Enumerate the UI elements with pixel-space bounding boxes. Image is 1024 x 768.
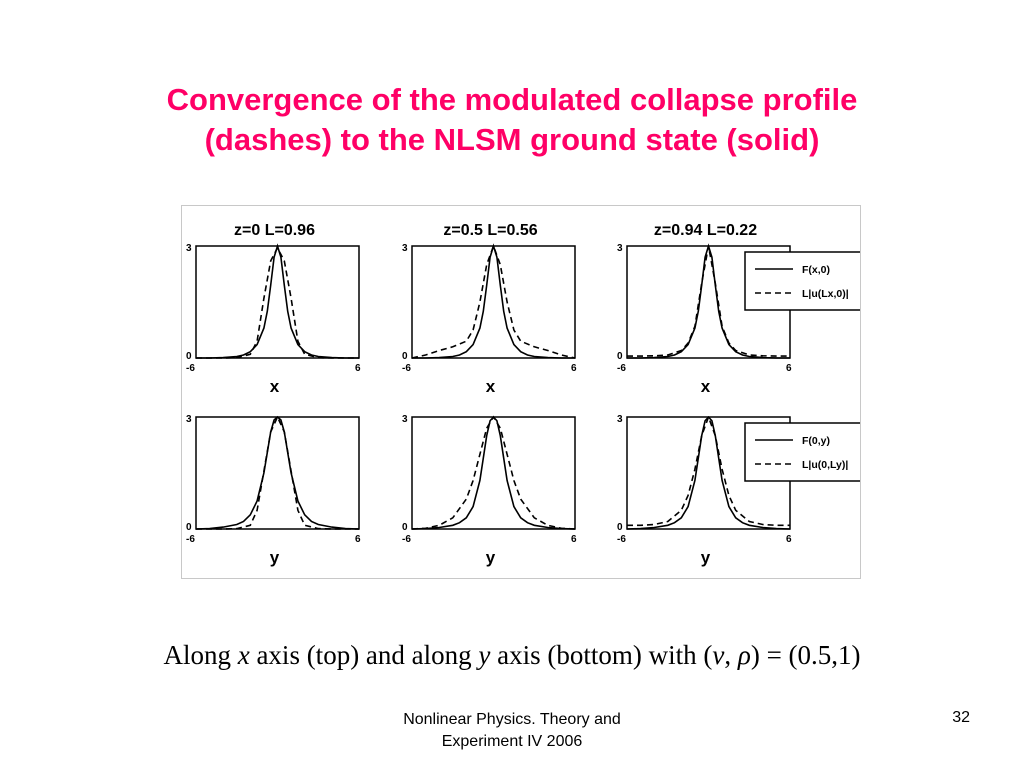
series-solid [412, 246, 575, 358]
y-tick-label: 0 [402, 522, 408, 533]
legend-label: F(x,0) [802, 264, 831, 276]
x-axis-label: y [700, 548, 711, 567]
y-tick-label: 0 [617, 351, 623, 362]
x-tick-label: 6 [571, 534, 577, 545]
series-solid [196, 417, 359, 529]
title-line-1: Convergence of the modulated collapse profile [166, 82, 858, 117]
subplot-6 [617, 414, 860, 567]
axes-frame [412, 246, 575, 358]
legend-box [745, 252, 860, 310]
x-tick-label: 6 [786, 534, 792, 545]
caption-comma: , [724, 640, 738, 670]
y-tick-label: 0 [186, 351, 192, 362]
caption-part-1: Along [163, 640, 238, 670]
axes-frame [196, 246, 359, 358]
x-tick-label: 6 [355, 363, 361, 374]
caption-rho: ρ [737, 640, 751, 670]
y-tick-label: 0 [186, 522, 192, 533]
subplot-title: z=0.5 L=0.56 [443, 222, 538, 239]
subplot-title: z=0.94 L=0.22 [653, 222, 758, 239]
footer-text [330, 709, 694, 753]
subplot-1 [186, 222, 361, 396]
caption-part-2: axis (top) and along [249, 640, 479, 670]
x-tick-label: -6 [186, 363, 195, 374]
x-tick-label: -6 [402, 534, 411, 545]
y-tick-label: 0 [617, 522, 623, 533]
series-dashed [412, 417, 575, 529]
x-axis-label: x [269, 377, 280, 396]
caption-nu: ν [712, 640, 725, 670]
subplot-5 [402, 414, 577, 567]
x-tick-label: -6 [617, 534, 626, 545]
y-tick-label: 0 [402, 351, 408, 362]
series-solid [412, 417, 575, 529]
caption-y: y [478, 640, 491, 670]
caption [0, 640, 1024, 671]
y-tick-label: 3 [186, 243, 192, 254]
axes-frame [412, 417, 575, 529]
y-tick-label: 3 [402, 243, 408, 254]
slide-title [60, 80, 964, 160]
series-dashed [412, 246, 575, 358]
x-tick-label: -6 [186, 534, 195, 545]
caption-part-4: ) = (0.5,1) [750, 640, 861, 670]
x-tick-label: 6 [786, 363, 792, 374]
y-tick-label: 3 [617, 243, 623, 254]
x-tick-label: -6 [402, 363, 411, 374]
subplot-title: z=0 L=0.96 [234, 222, 315, 239]
subplot-4 [186, 414, 361, 567]
page-number: 32 [952, 709, 970, 726]
series-dashed [196, 417, 359, 529]
caption-x: x [237, 640, 250, 670]
x-axis-label: y [269, 548, 280, 567]
subplot-3 [617, 222, 860, 396]
title-line-2: (dashes) to the NLSM ground state (solid) [204, 122, 820, 157]
y-tick-label: 3 [402, 414, 408, 425]
x-axis-label: x [485, 377, 496, 396]
plots-svg [182, 206, 860, 578]
subplot-2 [402, 222, 577, 396]
legend-label: L|u(0,Ly)| [802, 459, 849, 471]
series-solid [196, 246, 359, 358]
axes-frame [196, 417, 359, 529]
y-tick-label: 3 [186, 414, 192, 425]
y-tick-label: 3 [617, 414, 623, 425]
caption-part-3: axis (bottom) with ( [490, 640, 713, 670]
legend-box [745, 423, 860, 481]
legend-label: F(0,y) [802, 435, 831, 447]
series-dashed [196, 248, 359, 358]
x-tick-label: -6 [617, 363, 626, 374]
x-axis-label: y [485, 548, 496, 567]
x-tick-label: 6 [571, 363, 577, 374]
footer-line-1: Nonlinear Physics. Theory and [403, 711, 621, 728]
footer-line-2: Experiment IV 2006 [441, 733, 583, 750]
x-tick-label: 6 [355, 534, 361, 545]
legend-label: L|u(Lx,0)| [802, 288, 849, 300]
figure-panel [181, 205, 861, 579]
x-axis-label: x [700, 377, 711, 396]
